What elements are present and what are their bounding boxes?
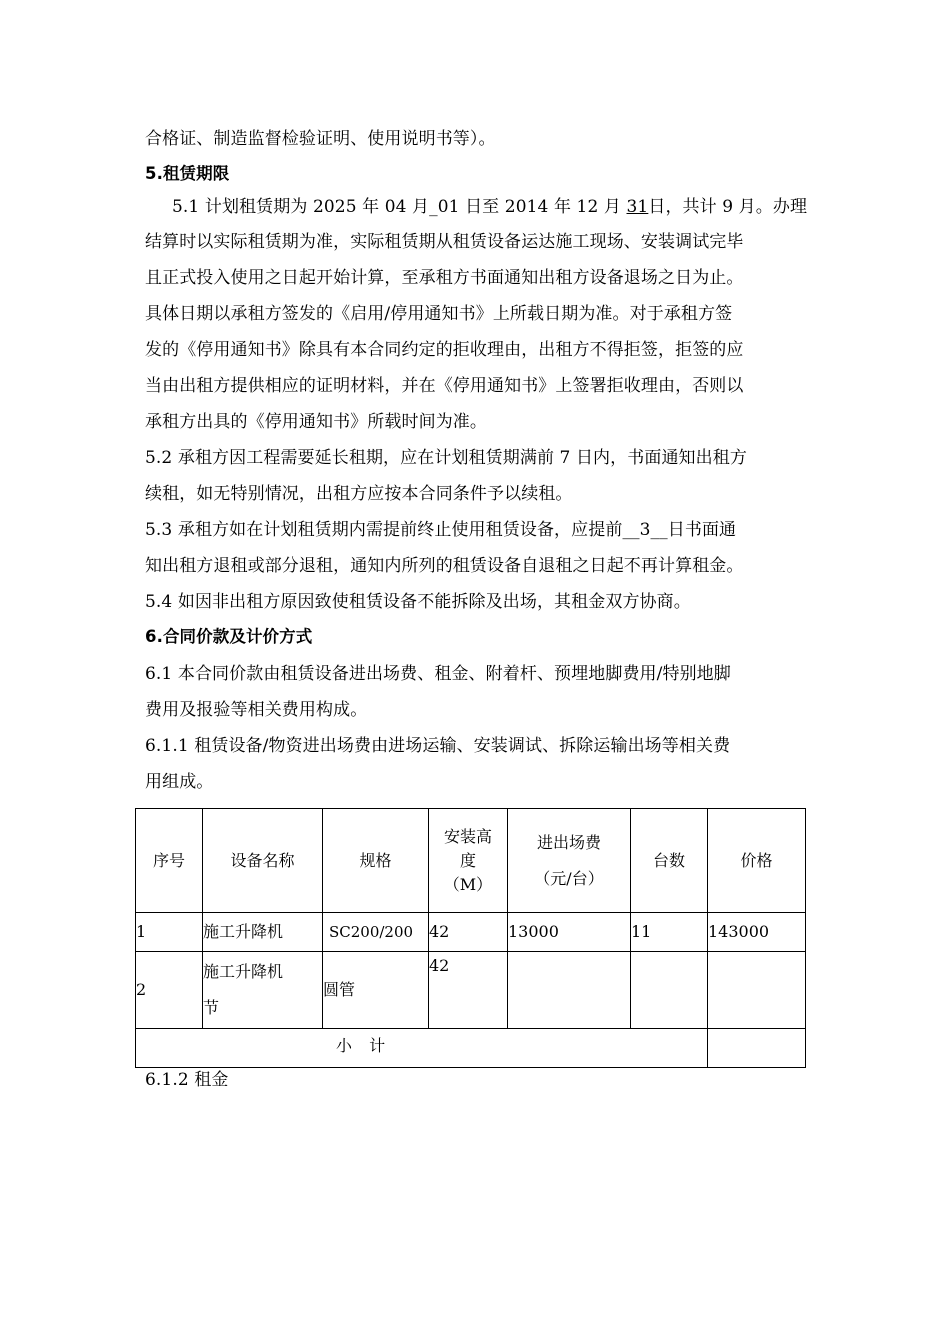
table-cell: 圆管 [323, 952, 429, 1029]
table-cell: 11 [631, 913, 708, 952]
table-cell: 42 [429, 952, 508, 1029]
table-cell: SC200/200 [323, 913, 429, 952]
table-row [136, 952, 806, 1029]
text-line: 当由出租方提供相应的证明材料，并在《停用通知书》上签署拒收理由，否则以 [145, 376, 744, 396]
section-heading-5: 5.租赁期限 [145, 164, 230, 183]
text-line: 费用及报验等相关费用构成。 [145, 700, 368, 720]
table-cell: 2 [136, 952, 203, 1029]
text-line: 承租方出具的《停用通知书》所载时间为准。 [145, 412, 487, 432]
text-line-6-1-2: 6.1.2 租金 [145, 1070, 229, 1090]
header-cell: 设备名称 [203, 809, 323, 913]
table-cell [631, 952, 708, 1029]
table-cell: 143000 [708, 913, 806, 952]
table-row [136, 913, 806, 952]
subtotal-label: 小 计 [136, 1029, 708, 1068]
subtotal-row [136, 1029, 806, 1068]
text-line: 知出租方退租或部分退租，通知内所列的租赁设备自退租之日起不再计算租金。 [145, 556, 744, 576]
table-cell: 42 [429, 913, 508, 952]
section-heading-6: 6.合同价款及计价方式 [145, 627, 313, 646]
table-cell: 施工升降机 [203, 913, 323, 952]
header-cell: 安装高 度 （M） [429, 809, 508, 913]
text-line: 用组成。 [145, 772, 214, 792]
fee-table [135, 808, 806, 1068]
table-cell: 13000 [508, 913, 631, 952]
text-line-5-4: 5.4 如因非出租方原因致使租赁设备不能拆除及出场，其租金双方协商。 [145, 592, 691, 612]
text-line: 发的《停用通知书》除具有本合同约定的拒收理由，出租方不得拒签，拒签的应 [145, 340, 744, 360]
text-line: 合格证、制造监督检验证明、使用说明书等）。 [145, 129, 496, 149]
subtotal-value [708, 1029, 806, 1068]
header-cell: 规格 [323, 809, 429, 913]
header-cell: 台数 [631, 809, 708, 913]
table-cell: 1 [136, 913, 203, 952]
text-line: 结算时以实际租赁期为准，实际租赁期从租赁设备运达施工现场、安装调试完毕 [145, 232, 744, 252]
table-header-row [136, 809, 806, 913]
text-line-6-1-1: 6.1.1 租赁设备/物资进出场费由进场运输、安装调试、拆除运输出场等相关费 [145, 736, 731, 756]
table-cell [708, 952, 806, 1029]
header-cell: 序号 [136, 809, 203, 913]
table-cell [508, 952, 631, 1029]
text-line-5-3: 5.3 承租方如在计划租赁期内需提前终止使用租赁设备，应提前__3__日书面通 [145, 520, 737, 540]
text-line-6-1: 6.1 本合同价款由租赁设备进出场费、租金、附着杆、预埋地脚费用/特别地脚 [145, 664, 731, 684]
text-line: 且正式投入使用之日起开始计算，至承租方书面通知出租方设备退场之日为止。 [145, 268, 744, 288]
text-line: 续租，如无特别情况，出租方应按本合同条件予以续租。 [145, 484, 573, 504]
text-line: 具体日期以承租方签发的《启用/停用通知书》上所载日期为准。对于承租方签 [145, 304, 733, 324]
header-cell: 进出场费 （元/台） [508, 809, 631, 913]
text-line-5-1: 5.1 计划租赁期为 2025 年 04 月_01 日至 2014 年 12 月 31日，共计 9 月。办理 [172, 197, 808, 217]
header-cell: 价格 [708, 809, 806, 913]
table-cell: 施工升降机 节 [203, 952, 323, 1029]
text-line-5-2: 5.2 承租方因工程需要延长租期，应在计划租赁期满前 7 日内，书面通知出租方 [145, 448, 747, 468]
